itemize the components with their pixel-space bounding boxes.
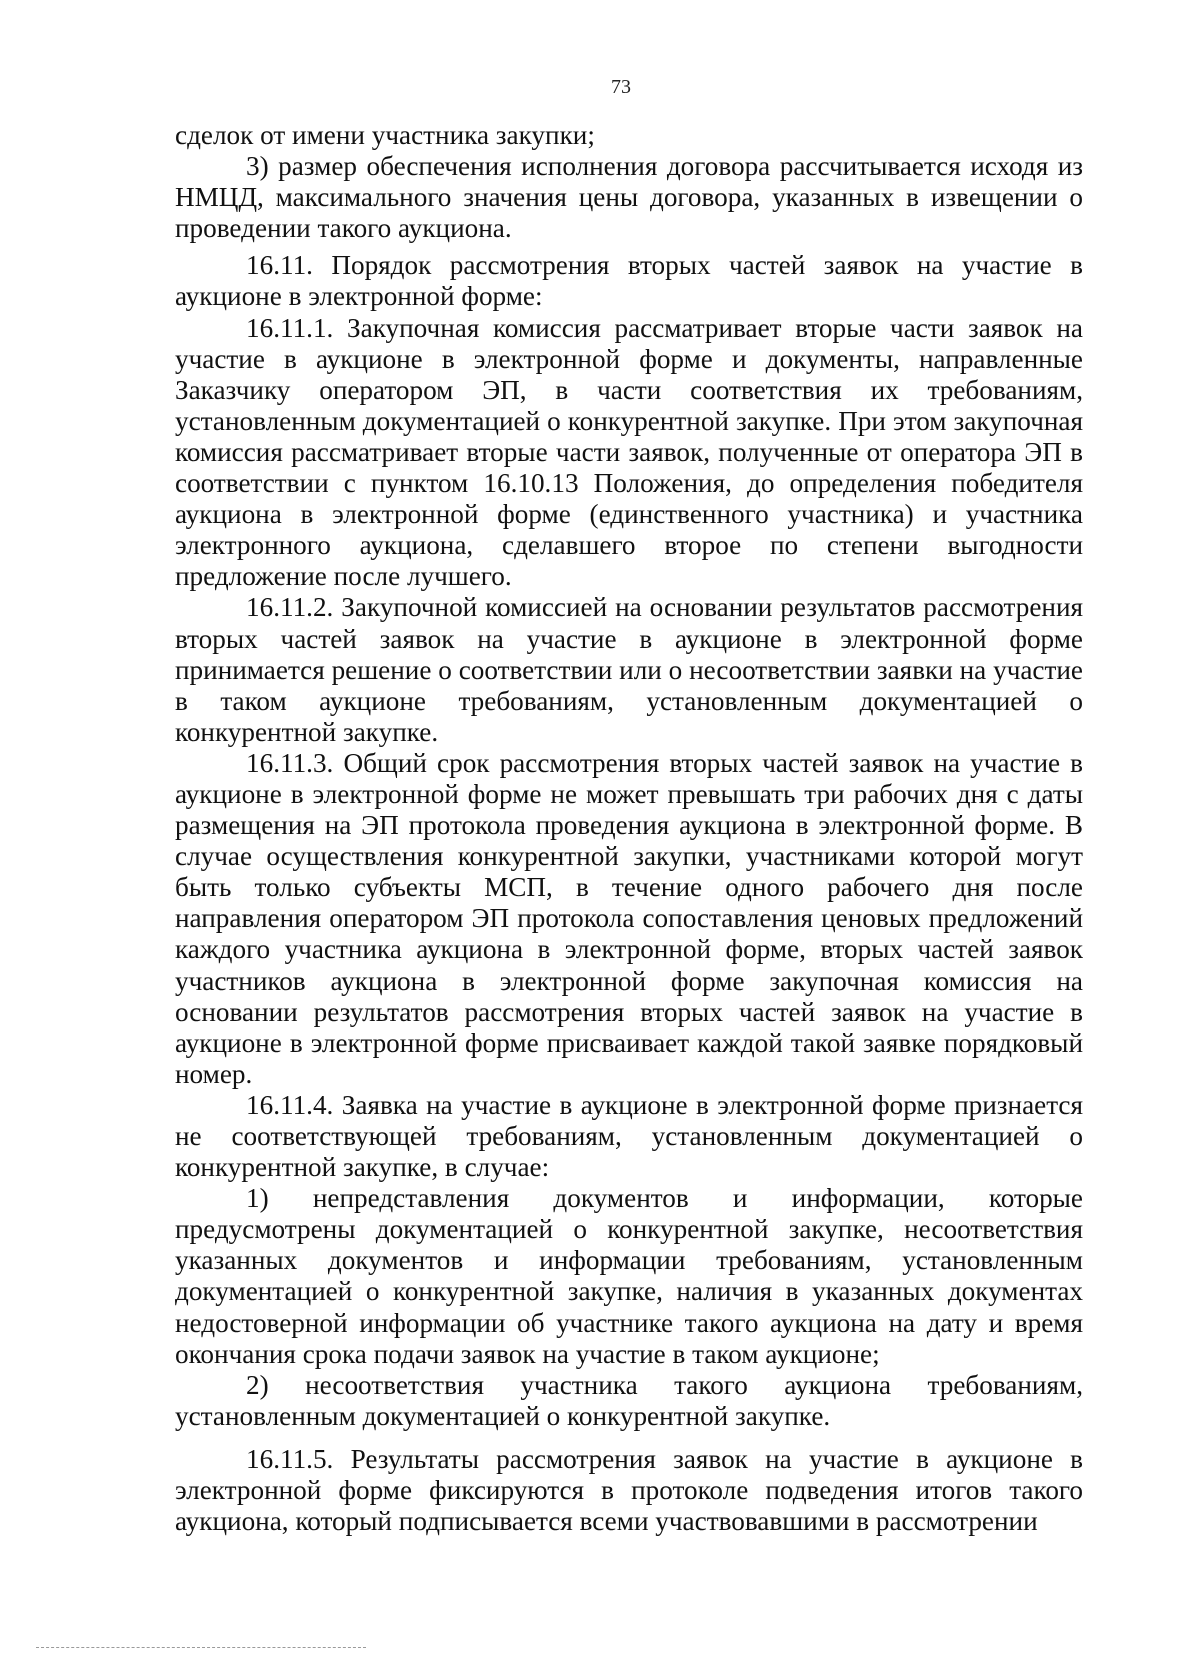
list-item-1: 1) непредставления документов и информации, которые предусмотрены документацией о конкурентной закупке, несоответствия указанных документов и информации требованиям, установленным документацией о конкурентной закупке, наличия в указанных документах недостоверной информации об участнике такого аукциона на дату и время окончания срока подачи заявок на участие в таком аукционе; [175, 1183, 1083, 1369]
paragraph-16-11-3: 16.11.3. Общий срок рассмотрения вторых частей заявок на участие в аукционе в электронной форме не может превышать три рабочих дня с даты размещения на ЭП протокола проведения аукциона в электронной форме. В случае осуществления конкурентной закупки, участниками которой могут быть только субъекты МСП, в течение одного рабочего дня после направления оператором ЭП протокола сопоставления ценовых предложений каждого участника аукциона в электронной форме, вторых частей заявок участников аукциона в электронной форме закупочная комиссия на основании результатов рассмотрения вторых частей заявок на участие в аукционе в электронной форме присваивает каждой такой заявке порядковый номер. [175, 747, 1083, 1089]
paragraph-continuation: сделок от имени участника закупки; [175, 120, 595, 150]
paragraph-16-11-2: 16.11.2. Закупочной комиссией на основании результатов рассмотрения вторых частей заявок на участие в аукционе в электронной форме принимается решение о соответствии или о несоответствии заявки на участие в таком аукционе требованиям, установленным документацией о конкурентной закупке. [175, 592, 1083, 747]
paragraph-16-11-1: 16.11.1. Закупочная комиссия рассматривает вторые части заявок на участие в аукционе в электронной форме и документы, направленные Заказчику оператором ЭП, в части соответствия их требованиям, установленным документацией о конкурентной закупке. При этом закупочная комиссия рассматривает вторые части заявок, полученные от оператора ЭП в соответствии с пунктом 16.10.13 Положения, до определения победителя аукциона в электронной форме (единственного участника) и участника электронного аукциона, сделавшего второе по степени выгодности предложение после лучшего. [175, 312, 1083, 592]
list-item-3: 3) размер обеспечения исполнения договора рассчитывается исходя из НМЦД, максимального значения цены договора, указанных в извещении о проведении такого аукциона. [175, 151, 1083, 244]
scan-edge-line [36, 1647, 366, 1649]
section-16-11-heading: 16.11. Порядок рассмотрения вторых частей заявок на участие в аукционе в электронной форме: [175, 250, 1083, 312]
list-item-2: 2) несоответствия участника такого аукциона требованиям, установленным документацией о конкурентной закупке. [175, 1369, 1083, 1431]
document-body [175, 120, 1083, 1537]
paragraph-16-11-4: 16.11.4. Заявка на участие в аукционе в электронной форме признается не соответствующей требованиям, установленным документацией о конкурентной закупке, в случае: [175, 1089, 1083, 1183]
page-number: 73 [611, 76, 631, 98]
paragraph-16-11-5: 16.11.5. Результаты рассмотрения заявок на участие в аукционе в электронной форме фиксируются в протоколе подведения итогов такого аукциона, который подписывается всеми участвовавшими в рассмотрении [175, 1443, 1083, 1537]
